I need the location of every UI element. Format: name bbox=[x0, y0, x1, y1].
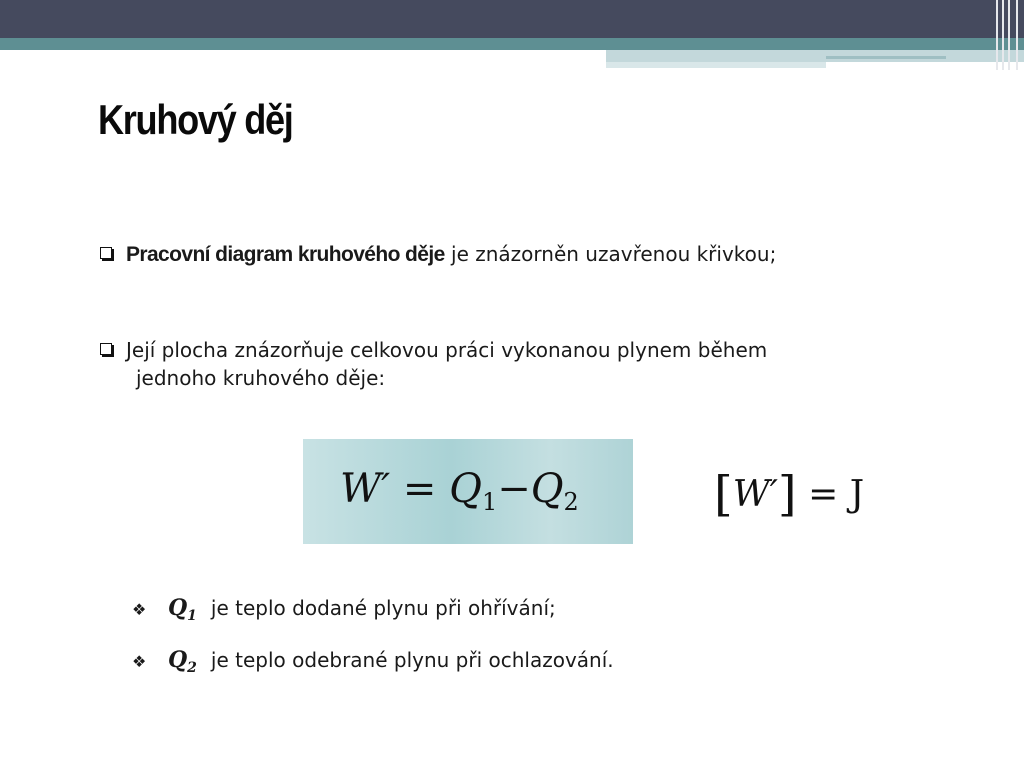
checkbox-bullet-icon bbox=[100, 247, 112, 259]
formula-minus: − bbox=[497, 466, 531, 512]
unit-close-bracket: ] bbox=[777, 466, 797, 522]
formula-q2: Q bbox=[530, 466, 564, 512]
definition-text: je teplo dodané plynu při ohřívání; bbox=[210, 596, 556, 620]
definition-item bbox=[132, 594, 556, 630]
definition-symbol-letter: Q bbox=[168, 647, 188, 673]
accent-stripe-tertiary bbox=[606, 62, 826, 68]
formula-q2-sub: 2 bbox=[563, 488, 579, 516]
unit-equals: = bbox=[808, 474, 839, 515]
bullet-item bbox=[100, 336, 900, 392]
unit-formula bbox=[714, 466, 864, 522]
bullet-text: je znázorněn uzavřenou křivkou; bbox=[444, 242, 777, 266]
header-bar bbox=[0, 0, 1024, 38]
formula-equals: = bbox=[402, 466, 437, 512]
unit-symbol: W′ bbox=[732, 474, 778, 515]
formula-q1: Q bbox=[449, 466, 482, 512]
bullet-text-line1: Její plocha znázorňuje celkovou práci vykonanou plynem během bbox=[126, 338, 768, 362]
work-formula bbox=[340, 466, 579, 516]
formula-lhs: W′ bbox=[340, 466, 391, 512]
definition-symbol-sub: 1 bbox=[187, 608, 197, 624]
definition-symbol bbox=[168, 595, 197, 624]
bullet-text-line2: jednoho kruhového děje: bbox=[136, 366, 386, 390]
definition-symbol-sub: 2 bbox=[187, 660, 197, 676]
diamond-bullet-icon: ❖ bbox=[132, 600, 147, 619]
definition-symbol-letter: Q bbox=[168, 595, 188, 621]
decor-vertical-lines bbox=[994, 0, 1024, 70]
unit-open-bracket: [ bbox=[714, 466, 733, 522]
definition-item bbox=[132, 646, 614, 682]
formula-q1-sub: 1 bbox=[481, 488, 498, 516]
definition-text: je teplo odebrané plynu při ochlazování. bbox=[210, 648, 614, 672]
bullet-bold-text: Pracovní diagram kruhového děje bbox=[126, 243, 445, 266]
diamond-bullet-icon: ❖ bbox=[132, 652, 147, 671]
unit-value: J bbox=[849, 474, 865, 515]
definition-symbol bbox=[168, 647, 197, 676]
checkbox-bullet-icon bbox=[100, 343, 112, 355]
accent-stripe-line bbox=[826, 56, 946, 59]
bullet-item bbox=[100, 240, 776, 269]
accent-stripe-secondary bbox=[606, 50, 1024, 62]
accent-stripe bbox=[0, 38, 1024, 50]
slide-title: Kruhový děj bbox=[98, 96, 293, 143]
